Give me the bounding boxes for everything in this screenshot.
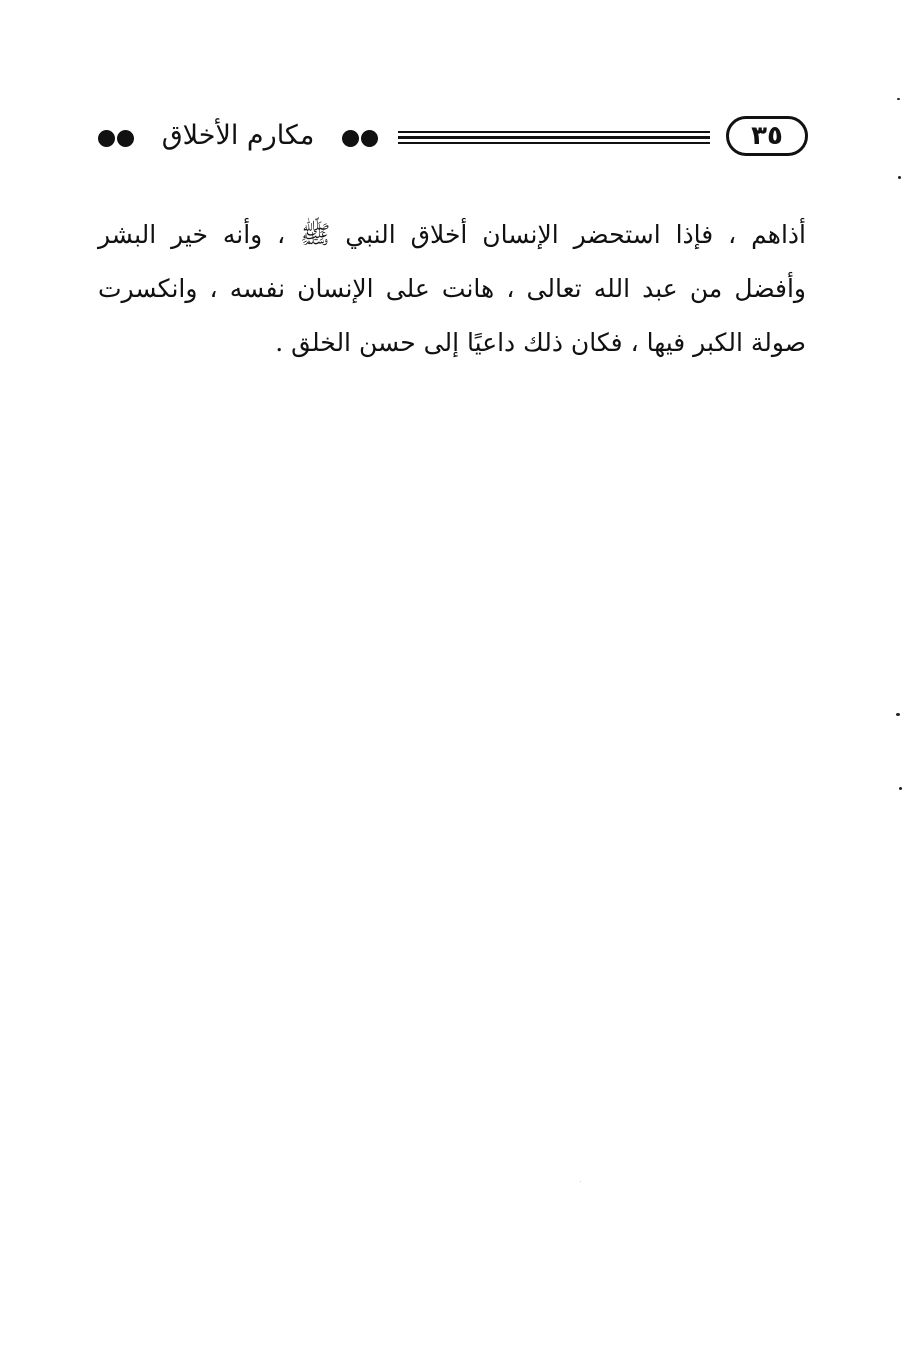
running-title: مكارم الأخلاق bbox=[161, 120, 315, 151]
scan-speck bbox=[898, 176, 901, 179]
page-number-badge bbox=[726, 116, 808, 156]
scan-speck bbox=[896, 713, 900, 716]
body-paragraph bbox=[98, 208, 806, 370]
ornament-dot-icon bbox=[117, 130, 134, 147]
page-number: ٣٥ bbox=[751, 121, 783, 151]
text-line: أذاهم ، فإذا استحضر الإنسان أخلاق النبي ﷺ ، وأنه خير البشر bbox=[98, 220, 806, 249]
running-header bbox=[96, 112, 808, 164]
scan-speck bbox=[580, 1181, 581, 1182]
ornament-dot-icon bbox=[98, 130, 115, 147]
ornament-dot-icon bbox=[342, 130, 359, 147]
scan-speck bbox=[899, 787, 902, 790]
header-rule bbox=[398, 131, 710, 145]
text-line: وأفضل من عبد الله تعالى ، هانت على الإنسان نفسه ، وانكسرت bbox=[98, 274, 806, 303]
text-line: صولة الكبر فيها ، فكان ذلك داعيًا إلى حسن الخلق . bbox=[275, 328, 806, 357]
scan-speck bbox=[897, 98, 900, 100]
ornament-dot-icon bbox=[361, 130, 378, 147]
